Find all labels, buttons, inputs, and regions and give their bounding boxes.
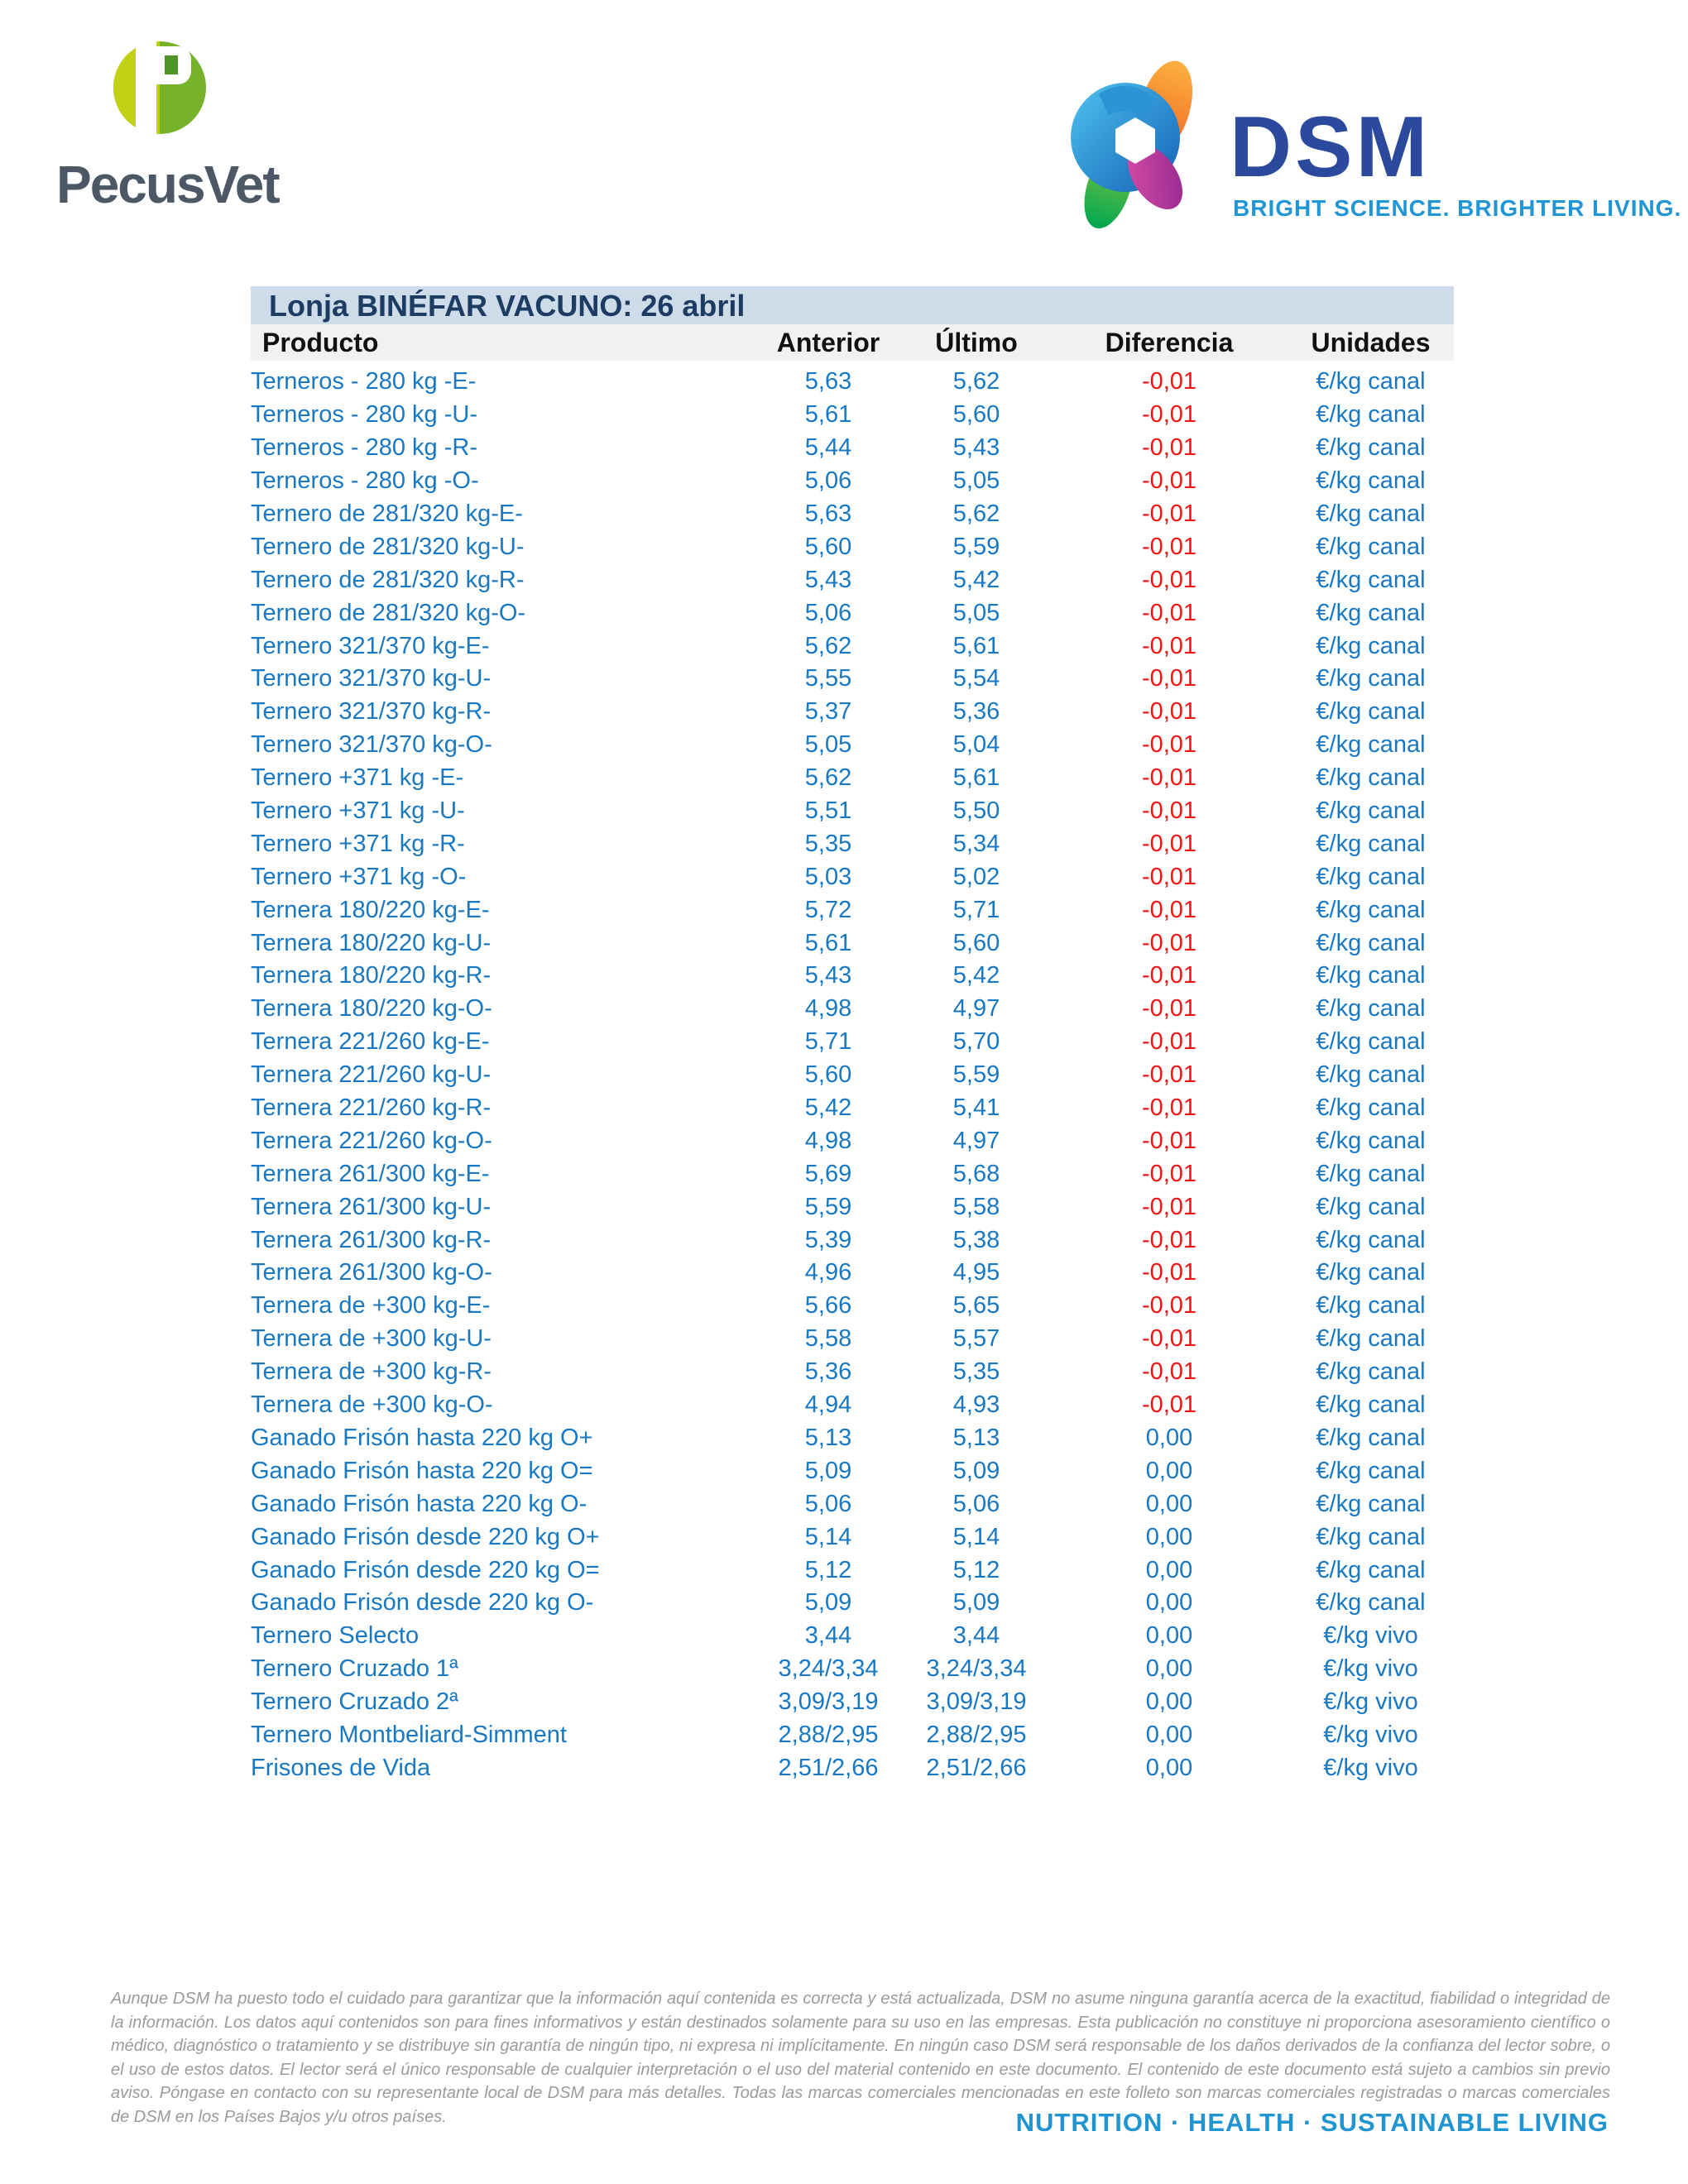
cell-producto: Ternera de +300 kg-R- — [251, 1358, 492, 1386]
cell-unidades: €/kg canal — [1316, 1127, 1426, 1154]
cell-unidades: €/kg canal — [1316, 1226, 1426, 1253]
cell-unidades: €/kg canal — [1316, 1358, 1426, 1386]
cell-producto: Ternero 321/370 kg-E- — [251, 632, 490, 659]
cell-ultimo: 5,43 — [952, 434, 1000, 462]
cell-producto: Ternera 180/220 kg-E- — [251, 896, 490, 923]
table-row — [251, 1356, 1454, 1389]
pecusvet-logo-icon — [113, 41, 207, 134]
cell-ultimo: 5,65 — [952, 1292, 1000, 1320]
table-row — [251, 1751, 1454, 1784]
cell-producto: Ternera 221/260 kg-R- — [251, 1094, 492, 1122]
cell-producto: Ternero de 281/320 kg-U- — [251, 533, 525, 560]
cell-producto: Ternero +371 kg -R- — [251, 830, 465, 857]
price-table — [251, 286, 1454, 1784]
cell-ultimo: 5,71 — [952, 896, 1000, 923]
cell-unidades: €/kg canal — [1316, 401, 1426, 429]
cell-diferencia: 0,00 — [1145, 1490, 1193, 1517]
table-row — [251, 927, 1454, 960]
column-header-unidades: Unidades — [1311, 327, 1431, 357]
table-row — [251, 1653, 1454, 1686]
pecusvet-logo — [56, 41, 305, 215]
cell-anterior: 5,51 — [804, 797, 852, 825]
cell-producto: Ternero +371 kg -O- — [251, 863, 467, 890]
table-row — [251, 993, 1454, 1026]
column-header-ultimo: Último — [935, 327, 1018, 357]
cell-unidades: €/kg canal — [1316, 1094, 1426, 1122]
cell-producto: Ternera 180/220 kg-O- — [251, 995, 492, 1023]
table-row — [251, 1521, 1454, 1554]
table-row — [251, 1290, 1454, 1323]
cell-unidades: €/kg canal — [1316, 1160, 1426, 1187]
cell-anterior: 2,51/2,66 — [778, 1754, 879, 1781]
cell-producto: Ganado Frisón hasta 220 kg O+ — [251, 1424, 593, 1451]
cell-anterior: 2,88/2,95 — [778, 1721, 879, 1748]
cell-ultimo: 5,09 — [952, 1457, 1000, 1484]
cell-producto: Ternera 180/220 kg-U- — [251, 929, 492, 956]
cell-unidades: €/kg vivo — [1323, 1721, 1418, 1748]
cell-unidades: €/kg canal — [1316, 764, 1426, 792]
cell-diferencia: -0,01 — [1141, 401, 1197, 429]
cell-ultimo: 5,68 — [952, 1160, 1000, 1187]
cell-ultimo: 2,51/2,66 — [926, 1754, 1027, 1781]
cell-unidades: €/kg canal — [1316, 434, 1426, 462]
cell-anterior: 5,05 — [804, 731, 852, 759]
cell-anterior: 5,61 — [804, 401, 852, 429]
cell-diferencia: -0,01 — [1141, 1226, 1197, 1253]
cell-anterior: 5,63 — [804, 500, 852, 527]
table-row — [251, 1026, 1454, 1059]
cell-ultimo: 4,97 — [952, 1127, 1000, 1154]
table-row — [251, 498, 1454, 531]
cell-anterior: 5,42 — [804, 1094, 852, 1122]
cell-ultimo: 5,41 — [952, 1094, 1000, 1122]
table-row — [251, 762, 1454, 795]
cell-anterior: 5,13 — [804, 1424, 852, 1451]
cell-diferencia: -0,01 — [1141, 764, 1197, 792]
cell-ultimo: 5,59 — [952, 533, 1000, 560]
cell-diferencia: -0,01 — [1141, 1193, 1197, 1220]
cell-ultimo: 5,70 — [952, 1028, 1000, 1056]
cell-diferencia: 0,00 — [1145, 1457, 1193, 1484]
pecusvet-wordmark: PecusVet — [56, 155, 279, 214]
cell-unidades: €/kg canal — [1316, 962, 1426, 989]
column-header-diferencia: Diferencia — [1105, 327, 1234, 357]
disclaimer-text: Aunque DSM ha puesto todo el cuidado para garantizar que la información aquí contenida es correcta y está actualizada, DSM no asume ninguna garantía acerca de la exactitud, fiabilidad o integridad de la información. Los datos aquí contenidos son para fines informativos y están destinados solamente para su uso en las empresas. Esta publicación no constituye ni proporciona asesoramiento científico o médico, diagnóstico o tratamiento y se distribuye sin garantía de ningún tipo, ni expresa ni implícitamente. En ningún caso DSM será responsable de los daños derivados de la confianza del lector sobre, o el uso de estos datos. El lector será el único responsable de cualquier interpretación o el uso del material contenido en este documento. El contenido de este documento está sujeto a cambios sin previo aviso. Póngase en contacto con su representante local de DSM para más detalles. Todas las marcas comerciales mencionadas en este folleto son marcas comerciales registradas o marcas comerciales de DSM en los Países Bajos y/u otros países. — [111, 1990, 1610, 2126]
cell-anterior: 5,12 — [804, 1556, 852, 1583]
cell-ultimo: 3,09/3,19 — [926, 1688, 1027, 1716]
table-header-row — [251, 324, 1454, 361]
cell-anterior: 5,09 — [804, 1457, 852, 1484]
cell-diferencia: 0,00 — [1145, 1655, 1193, 1683]
cell-ultimo: 4,97 — [952, 995, 1000, 1023]
table-row — [251, 696, 1454, 729]
cell-ultimo: 5,38 — [952, 1226, 1000, 1253]
cell-diferencia: -0,01 — [1141, 830, 1197, 857]
table-row — [251, 1587, 1454, 1620]
table-row — [251, 563, 1454, 596]
cell-anterior: 5,58 — [804, 1325, 852, 1353]
column-header-anterior: Anterior — [776, 327, 880, 357]
cell-producto: Ternera 221/260 kg-E- — [251, 1028, 490, 1056]
cell-diferencia: -0,01 — [1141, 1259, 1197, 1286]
cell-unidades: €/kg canal — [1316, 599, 1426, 626]
table-row — [251, 1487, 1454, 1521]
table-row — [251, 630, 1454, 663]
cell-ultimo: 5,60 — [952, 929, 1000, 956]
cell-anterior: 3,09/3,19 — [778, 1688, 879, 1716]
cell-unidades: €/kg canal — [1316, 533, 1426, 560]
cell-anterior: 3,44 — [804, 1622, 852, 1650]
cell-ultimo: 5,13 — [952, 1424, 1000, 1451]
cell-unidades: €/kg canal — [1316, 1292, 1426, 1320]
cell-ultimo: 5,62 — [952, 368, 1000, 395]
cell-diferencia: -0,01 — [1141, 665, 1197, 692]
cell-producto: Ternero de 281/320 kg-R- — [251, 566, 525, 593]
cell-producto: Ganado Frisón desde 220 kg O= — [251, 1556, 600, 1583]
cell-anterior: 5,43 — [804, 962, 852, 989]
cell-producto: Ternera de +300 kg-U- — [251, 1325, 492, 1353]
cell-anterior: 5,55 — [804, 665, 852, 692]
table-row — [251, 795, 1454, 828]
cell-unidades: €/kg vivo — [1323, 1754, 1418, 1781]
cell-diferencia: -0,01 — [1141, 962, 1197, 989]
cell-producto: Ternero 321/370 kg-U- — [251, 665, 492, 692]
cell-ultimo: 5,36 — [952, 698, 1000, 726]
table-row — [251, 1224, 1454, 1257]
cell-producto: Ternera 261/300 kg-O- — [251, 1259, 492, 1286]
cell-diferencia: -0,01 — [1141, 467, 1197, 495]
cell-ultimo: 5,61 — [952, 632, 1000, 659]
cell-unidades: €/kg canal — [1316, 1391, 1426, 1419]
cell-unidades: €/kg canal — [1316, 1061, 1426, 1089]
cell-anterior: 5,44 — [804, 434, 852, 462]
cell-anterior: 5,60 — [804, 533, 852, 560]
cell-producto: Ganado Frisón desde 220 kg O+ — [251, 1523, 600, 1550]
cell-anterior: 5,62 — [804, 764, 852, 792]
cell-diferencia: -0,01 — [1141, 929, 1197, 956]
table-row — [251, 1454, 1454, 1487]
cell-producto: Ganado Frisón hasta 220 kg O= — [251, 1457, 593, 1484]
cell-producto: Ternera 221/260 kg-U- — [251, 1061, 492, 1089]
cell-diferencia: -0,01 — [1141, 533, 1197, 560]
cell-unidades: €/kg canal — [1316, 830, 1426, 857]
cell-ultimo: 5,04 — [952, 731, 1000, 759]
cell-producto: Ternera 261/300 kg-U- — [251, 1193, 492, 1220]
table-row — [251, 1389, 1454, 1422]
cell-unidades: €/kg canal — [1316, 1523, 1426, 1550]
table-row — [251, 432, 1454, 465]
cell-unidades: €/kg canal — [1316, 995, 1426, 1023]
cell-anterior: 5,06 — [804, 599, 852, 626]
cell-ultimo: 5,58 — [952, 1193, 1000, 1220]
cell-producto: Ternera 221/260 kg-O- — [251, 1127, 492, 1154]
cell-ultimo: 4,93 — [952, 1391, 1000, 1419]
cell-producto: Ternero 321/370 kg-R- — [251, 698, 492, 726]
cell-ultimo: 5,06 — [952, 1490, 1000, 1517]
cell-unidades: €/kg canal — [1316, 1193, 1426, 1220]
cell-unidades: €/kg canal — [1316, 1259, 1426, 1286]
cell-producto: Ternero Cruzado 1ª — [251, 1655, 458, 1683]
cell-producto: Ternero Cruzado 2ª — [251, 1688, 458, 1716]
cell-ultimo: 5,54 — [952, 665, 1000, 692]
table-body — [251, 366, 1454, 1784]
cell-diferencia: -0,01 — [1141, 995, 1197, 1023]
table-row — [251, 729, 1454, 762]
cell-diferencia: -0,01 — [1141, 1028, 1197, 1056]
cell-unidades: €/kg vivo — [1323, 1655, 1418, 1683]
cell-diferencia: -0,01 — [1141, 368, 1197, 395]
cell-producto: Ganado Frisón hasta 220 kg O- — [251, 1490, 587, 1517]
cell-ultimo: 5,34 — [952, 830, 1000, 857]
cell-anterior: 4,94 — [804, 1391, 852, 1419]
cell-anterior: 5,69 — [804, 1160, 852, 1187]
table-row — [251, 663, 1454, 696]
table-row — [251, 860, 1454, 893]
cell-anterior: 5,66 — [804, 1292, 852, 1320]
table-row — [251, 1092, 1454, 1125]
cell-ultimo: 5,12 — [952, 1556, 1000, 1583]
column-header-producto: Producto — [262, 327, 379, 357]
cell-diferencia: -0,01 — [1141, 500, 1197, 527]
cell-anterior: 5,09 — [804, 1589, 852, 1616]
cell-producto: Terneros - 280 kg -E- — [251, 368, 477, 395]
cell-diferencia: -0,01 — [1141, 698, 1197, 726]
dsm-wordmark: DSM — [1230, 99, 1431, 195]
cell-unidades: €/kg canal — [1316, 1589, 1426, 1616]
cell-ultimo: 5,09 — [952, 1589, 1000, 1616]
cell-anterior: 5,62 — [804, 632, 852, 659]
cell-ultimo: 5,02 — [952, 863, 1000, 890]
cell-ultimo: 5,50 — [952, 797, 1000, 825]
dsm-swirl-icon — [1066, 55, 1205, 233]
cell-anterior: 5,60 — [804, 1061, 852, 1089]
cell-ultimo: 5,42 — [952, 566, 1000, 593]
cell-ultimo: 3,44 — [952, 1622, 1000, 1650]
cell-producto: Ternero de 281/320 kg-E- — [251, 500, 523, 527]
cell-anterior: 4,96 — [804, 1259, 852, 1286]
cell-unidades: €/kg canal — [1316, 1457, 1426, 1484]
cell-unidades: €/kg canal — [1316, 566, 1426, 593]
cell-unidades: €/kg canal — [1316, 698, 1426, 726]
cell-unidades: €/kg canal — [1316, 500, 1426, 527]
cell-anterior: 5,59 — [804, 1193, 852, 1220]
cell-producto: Frisones de Vida — [251, 1754, 431, 1781]
cell-unidades: €/kg canal — [1316, 1028, 1426, 1056]
cell-unidades: €/kg canal — [1316, 665, 1426, 692]
footer-tagline: NUTRITION · HEALTH · SUSTAINABLE LIVING — [1015, 2108, 1609, 2137]
cell-unidades: €/kg vivo — [1323, 1688, 1418, 1716]
cell-producto: Ternera de +300 kg-O- — [251, 1391, 493, 1419]
table-row — [251, 1190, 1454, 1224]
cell-diferencia: 0,00 — [1145, 1523, 1193, 1550]
cell-producto: Ternera 180/220 kg-R- — [251, 962, 492, 989]
table-title: Lonja BINÉFAR VACUNO: 26 abril — [251, 286, 1454, 324]
cell-diferencia: -0,01 — [1141, 1160, 1197, 1187]
dsm-tagline: BRIGHT SCIENCE. BRIGHTER LIVING. — [1233, 195, 1682, 221]
cell-ultimo: 5,35 — [952, 1358, 1000, 1386]
cell-diferencia: -0,01 — [1141, 599, 1197, 626]
table-row — [251, 399, 1454, 432]
cell-unidades: €/kg canal — [1316, 368, 1426, 395]
table-row — [251, 1157, 1454, 1190]
cell-unidades: €/kg canal — [1316, 632, 1426, 659]
table-row — [251, 1686, 1454, 1719]
cell-anterior: 4,98 — [804, 995, 852, 1023]
cell-unidades: €/kg canal — [1316, 1490, 1426, 1517]
cell-ultimo: 5,05 — [952, 599, 1000, 626]
cell-ultimo: 5,57 — [952, 1325, 1000, 1353]
cell-diferencia: 0,00 — [1145, 1589, 1193, 1616]
table-row — [251, 596, 1454, 630]
cell-unidades: €/kg canal — [1316, 467, 1426, 495]
cell-diferencia: -0,01 — [1141, 863, 1197, 890]
cell-diferencia: 0,00 — [1145, 1688, 1193, 1716]
table-row — [251, 1422, 1454, 1455]
cell-diferencia: 0,00 — [1145, 1754, 1193, 1781]
table-row — [251, 1554, 1454, 1587]
cell-ultimo: 5,59 — [952, 1061, 1000, 1089]
cell-diferencia: 0,00 — [1145, 1556, 1193, 1583]
cell-producto: Ternera 261/300 kg-R- — [251, 1226, 492, 1253]
cell-anterior: 5,36 — [804, 1358, 852, 1386]
cell-anterior: 5,63 — [804, 368, 852, 395]
table-row — [251, 1124, 1454, 1157]
cell-producto: Ternero Selecto — [251, 1622, 420, 1650]
cell-ultimo: 5,05 — [952, 467, 1000, 495]
table-row — [251, 1059, 1454, 1092]
cell-diferencia: -0,01 — [1141, 797, 1197, 825]
cell-unidades: €/kg canal — [1316, 1325, 1426, 1353]
cell-anterior: 5,43 — [804, 566, 852, 593]
cell-ultimo: 5,62 — [952, 500, 1000, 527]
cell-unidades: €/kg canal — [1316, 1424, 1426, 1451]
table-row — [251, 530, 1454, 563]
table-row — [251, 465, 1454, 498]
table-row — [251, 1719, 1454, 1752]
cell-anterior: 5,06 — [804, 467, 852, 495]
cell-unidades: €/kg canal — [1316, 731, 1426, 759]
table-row — [251, 1620, 1454, 1653]
cell-diferencia: 0,00 — [1145, 1424, 1193, 1451]
cell-producto: Terneros - 280 kg -U- — [251, 401, 477, 429]
cell-unidades: €/kg canal — [1316, 1556, 1426, 1583]
cell-unidades: €/kg canal — [1316, 797, 1426, 825]
cell-anterior: 5,71 — [804, 1028, 852, 1056]
cell-ultimo: 5,14 — [952, 1523, 1000, 1550]
cell-ultimo: 3,24/3,34 — [926, 1655, 1027, 1683]
cell-diferencia: -0,01 — [1141, 1325, 1197, 1353]
cell-anterior: 5,14 — [804, 1523, 852, 1550]
cell-producto: Terneros - 280 kg -R- — [251, 434, 477, 462]
table-row — [251, 960, 1454, 993]
cell-ultimo: 4,95 — [952, 1259, 1000, 1286]
cell-ultimo: 5,60 — [952, 401, 1000, 429]
cell-anterior: 3,24/3,34 — [778, 1655, 879, 1683]
cell-diferencia: -0,01 — [1141, 1358, 1197, 1386]
cell-anterior: 5,37 — [804, 698, 852, 726]
cell-diferencia: 0,00 — [1145, 1721, 1193, 1748]
cell-diferencia: -0,01 — [1141, 1094, 1197, 1122]
cell-producto: Ternero 321/370 kg-O- — [251, 731, 492, 759]
cell-anterior: 5,61 — [804, 929, 852, 956]
cell-diferencia: -0,01 — [1141, 566, 1197, 593]
cell-producto: Ternera de +300 kg-E- — [251, 1292, 491, 1320]
cell-producto: Terneros - 280 kg -O- — [251, 467, 479, 495]
cell-producto: Ternero +371 kg -E- — [251, 764, 464, 792]
cell-unidades: €/kg canal — [1316, 863, 1426, 890]
cell-producto: Ganado Frisón desde 220 kg O- — [251, 1589, 594, 1616]
cell-producto: Ternera 261/300 kg-E- — [251, 1160, 490, 1187]
table-row — [251, 1257, 1454, 1290]
cell-diferencia: 0,00 — [1145, 1622, 1193, 1650]
cell-producto: Ternero de 281/320 kg-O- — [251, 599, 526, 626]
cell-producto: Ternero Montbeliard-Simment — [251, 1721, 567, 1748]
cell-diferencia: -0,01 — [1141, 632, 1197, 659]
table-row — [251, 366, 1454, 399]
cell-producto: Ternero +371 kg -U- — [251, 797, 465, 825]
cell-anterior: 5,35 — [804, 830, 852, 857]
cell-diferencia: -0,01 — [1141, 896, 1197, 923]
cell-diferencia: -0,01 — [1141, 1127, 1197, 1154]
table-row — [251, 827, 1454, 860]
cell-anterior: 5,72 — [804, 896, 852, 923]
cell-anterior: 4,98 — [804, 1127, 852, 1154]
cell-ultimo: 5,61 — [952, 764, 1000, 792]
cell-anterior: 5,39 — [804, 1226, 852, 1253]
cell-anterior: 5,06 — [804, 1490, 852, 1517]
cell-ultimo: 2,88/2,95 — [926, 1721, 1027, 1748]
cell-unidades: €/kg vivo — [1323, 1622, 1418, 1650]
cell-diferencia: -0,01 — [1141, 434, 1197, 462]
cell-diferencia: -0,01 — [1141, 1391, 1197, 1419]
cell-diferencia: -0,01 — [1141, 731, 1197, 759]
table-row — [251, 1323, 1454, 1356]
cell-ultimo: 5,42 — [952, 962, 1000, 989]
cell-diferencia: -0,01 — [1141, 1061, 1197, 1089]
cell-unidades: €/kg canal — [1316, 896, 1426, 923]
table-row — [251, 893, 1454, 927]
cell-unidades: €/kg canal — [1316, 929, 1426, 956]
cell-diferencia: -0,01 — [1141, 1292, 1197, 1320]
cell-anterior: 5,03 — [804, 863, 852, 890]
